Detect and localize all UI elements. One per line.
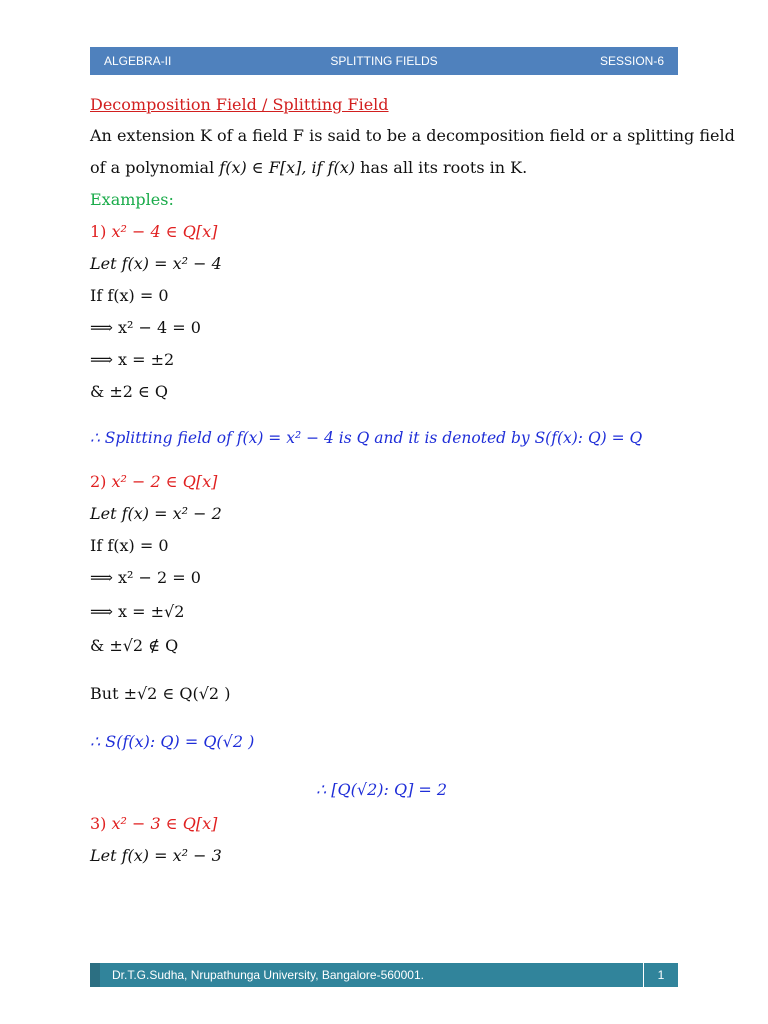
example-1-if: If f(x) = 0 bbox=[90, 286, 169, 305]
example-1-conclusion: ∴ Splitting field of f(x) = x² − 4 is Q and it is denoted by S(f(x): Q) = Q bbox=[90, 429, 643, 447]
example-2-conclusion: ∴ S(f(x): Q) = Q(√2 ) bbox=[90, 732, 255, 751]
example-2-step-3: & ±√2 ∉ Q bbox=[90, 636, 179, 655]
example-1-polynomial: x² − 4 ∈ Q[x] bbox=[111, 222, 218, 241]
example-1-step-2: ⟹ x = ±2 bbox=[90, 350, 175, 369]
page-header bbox=[90, 47, 678, 75]
example-2-degree: ∴ [Q(√2): Q] = 2 bbox=[316, 780, 448, 799]
example-2-title bbox=[90, 472, 217, 492]
example-2-step-1: ⟹ x² − 2 = 0 bbox=[90, 568, 201, 587]
header-topic: SPLITTING FIELDS bbox=[330, 54, 438, 68]
definition-math: f(x) ∈ F[x], if f(x) bbox=[219, 158, 356, 177]
definition-suffix: has all its roots in K. bbox=[360, 158, 528, 177]
example-3-let: Let f(x) = x² − 3 bbox=[90, 846, 222, 865]
definition-line-1: An extension K of a field F is said to be a decomposition field or a splitting field bbox=[90, 126, 735, 145]
definition-prefix: of a polynomial bbox=[90, 158, 215, 177]
example-2-polynomial: x² − 2 ∈ Q[x] bbox=[111, 472, 218, 491]
example-1-title bbox=[90, 222, 217, 242]
page-footer bbox=[90, 963, 678, 987]
examples-label: Examples: bbox=[90, 190, 174, 209]
section-heading: Decomposition Field / Splitting Field bbox=[90, 95, 389, 114]
page-number: 1 bbox=[643, 963, 678, 987]
example-1-step-3: & ±2 ∈ Q bbox=[90, 382, 169, 401]
example-2-number: 2) bbox=[90, 472, 107, 491]
example-3-number: 3) bbox=[90, 814, 107, 833]
example-3-polynomial: x² − 3 ∈ Q[x] bbox=[111, 814, 218, 833]
example-2-if: If f(x) = 0 bbox=[90, 536, 169, 555]
header-session: SESSION-6 bbox=[599, 54, 664, 68]
header-course: ALGEBRA-II bbox=[104, 54, 172, 68]
example-2-step-2: ⟹ x = ±√2 bbox=[90, 602, 185, 621]
definition-line-2 bbox=[90, 158, 527, 178]
example-3-title bbox=[90, 814, 217, 834]
example-1-number: 1) bbox=[90, 222, 107, 241]
example-1-step-1: ⟹ x² − 4 = 0 bbox=[90, 318, 201, 337]
footer-author: Dr.T.G.Sudha, Nrupathunga University, Bangalore-560001. bbox=[112, 968, 424, 982]
example-1-let: Let f(x) = x² − 4 bbox=[90, 254, 222, 273]
example-2-but: But ±√2 ∈ Q(√2 ) bbox=[90, 684, 231, 703]
footer-accent bbox=[90, 963, 100, 987]
example-2-let: Let f(x) = x² − 2 bbox=[90, 504, 222, 523]
